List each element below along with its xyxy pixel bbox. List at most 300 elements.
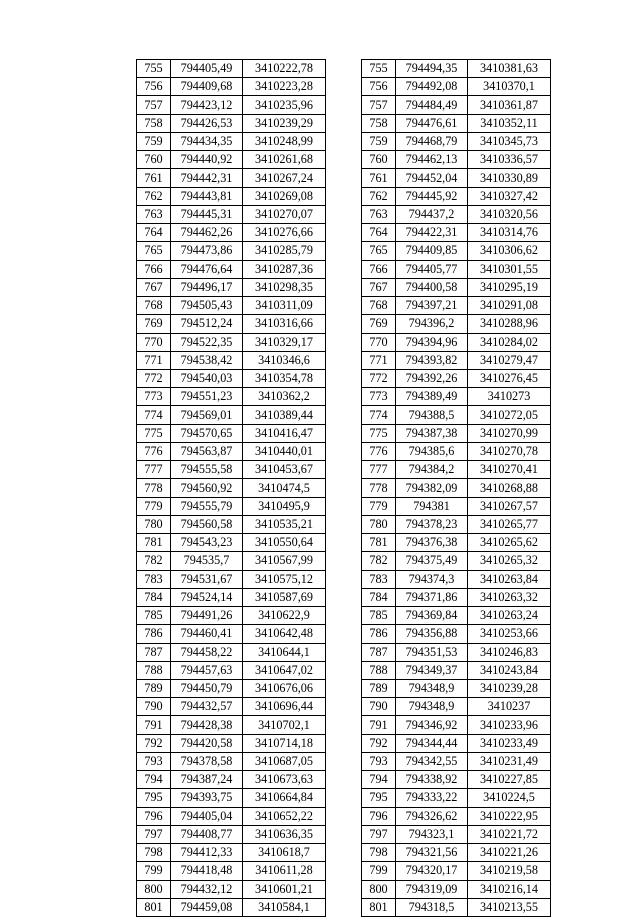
- table-row: [362, 515, 551, 533]
- x-coordinate-cell: 794318,5: [396, 898, 468, 916]
- x-coordinate-cell: 794426,53: [171, 114, 243, 132]
- point-number-cell: 800: [362, 880, 396, 898]
- x-coordinate-cell: 794434,35: [171, 132, 243, 150]
- y-coordinate-cell: 3410416,47: [243, 424, 326, 442]
- table-row: [362, 169, 551, 187]
- x-coordinate-cell: 794351,53: [396, 643, 468, 661]
- table-row: [362, 716, 551, 734]
- point-number-cell: 755: [362, 60, 396, 78]
- table-row: [362, 242, 551, 260]
- x-coordinate-cell: 794342,55: [396, 752, 468, 770]
- table-row: [362, 114, 551, 132]
- table-row: [362, 132, 551, 150]
- table-row: [362, 807, 551, 825]
- point-number-cell: 778: [362, 479, 396, 497]
- table-row: [137, 807, 326, 825]
- y-coordinate-cell: 3410370,1: [468, 78, 551, 96]
- y-coordinate-cell: 3410287,36: [243, 260, 326, 278]
- x-coordinate-cell: 794405,49: [171, 60, 243, 78]
- point-number-cell: 776: [137, 442, 171, 460]
- table-row: [137, 534, 326, 552]
- y-coordinate-cell: 3410644,1: [243, 643, 326, 661]
- x-coordinate-cell: 794452,04: [396, 169, 468, 187]
- y-coordinate-cell: 3410263,24: [468, 607, 551, 625]
- table-row: [137, 242, 326, 260]
- x-coordinate-cell: 794428,38: [171, 716, 243, 734]
- point-number-cell: 759: [137, 132, 171, 150]
- x-coordinate-cell: 794393,82: [396, 351, 468, 369]
- y-coordinate-cell: 3410285,79: [243, 242, 326, 260]
- point-number-cell: 801: [362, 898, 396, 916]
- point-number-cell: 783: [362, 570, 396, 588]
- point-number-cell: 785: [137, 607, 171, 625]
- x-coordinate-cell: 794569,01: [171, 406, 243, 424]
- y-coordinate-cell: 3410676,06: [243, 679, 326, 697]
- y-coordinate-cell: 3410601,21: [243, 880, 326, 898]
- table-row: [137, 570, 326, 588]
- point-number-cell: 775: [137, 424, 171, 442]
- point-number-cell: 755: [137, 60, 171, 78]
- y-coordinate-cell: 3410269,08: [243, 187, 326, 205]
- x-coordinate-cell: 794494,35: [396, 60, 468, 78]
- y-coordinate-cell: 3410352,11: [468, 114, 551, 132]
- x-coordinate-cell: 794369,84: [396, 607, 468, 625]
- table-row: [137, 278, 326, 296]
- point-number-cell: 789: [362, 679, 396, 697]
- y-coordinate-cell: 3410279,47: [468, 351, 551, 369]
- y-coordinate-cell: 3410652,22: [243, 807, 326, 825]
- point-number-cell: 766: [137, 260, 171, 278]
- x-coordinate-cell: 794432,12: [171, 880, 243, 898]
- point-number-cell: 773: [137, 388, 171, 406]
- table-row: [362, 205, 551, 223]
- y-coordinate-cell: 3410345,73: [468, 132, 551, 150]
- table-row: [137, 187, 326, 205]
- point-number-cell: 765: [137, 242, 171, 260]
- table-row: [137, 716, 326, 734]
- x-coordinate-cell: 794338,92: [396, 771, 468, 789]
- x-coordinate-cell: 794396,2: [396, 315, 468, 333]
- x-coordinate-cell: 794440,92: [171, 151, 243, 169]
- y-coordinate-cell: 3410288,96: [468, 315, 551, 333]
- point-number-cell: 758: [362, 114, 396, 132]
- point-number-cell: 759: [362, 132, 396, 150]
- point-number-cell: 788: [137, 661, 171, 679]
- x-coordinate-cell: 794442,31: [171, 169, 243, 187]
- point-number-cell: 779: [362, 497, 396, 515]
- x-coordinate-cell: 794387,38: [396, 424, 468, 442]
- x-coordinate-cell: 794323,1: [396, 825, 468, 843]
- point-number-cell: 786: [362, 625, 396, 643]
- point-number-cell: 775: [362, 424, 396, 442]
- x-coordinate-cell: 794445,92: [396, 187, 468, 205]
- table-row: [137, 679, 326, 697]
- table-row: [362, 78, 551, 96]
- point-number-cell: 764: [137, 224, 171, 242]
- table-row: [137, 78, 326, 96]
- table-row: [137, 661, 326, 679]
- x-coordinate-cell: 794326,62: [396, 807, 468, 825]
- x-coordinate-cell: 794460,41: [171, 625, 243, 643]
- y-coordinate-cell: 3410702,1: [243, 716, 326, 734]
- point-number-cell: 798: [137, 844, 171, 862]
- point-number-cell: 787: [362, 643, 396, 661]
- x-coordinate-cell: 794393,75: [171, 789, 243, 807]
- point-number-cell: 794: [137, 771, 171, 789]
- y-coordinate-cell: 3410330,89: [468, 169, 551, 187]
- table-row: [362, 698, 551, 716]
- x-coordinate-cell: 794560,92: [171, 479, 243, 497]
- y-coordinate-cell: 3410389,44: [243, 406, 326, 424]
- x-coordinate-cell: 794387,24: [171, 771, 243, 789]
- y-coordinate-cell: 3410664,84: [243, 789, 326, 807]
- y-coordinate-cell: 3410261,68: [243, 151, 326, 169]
- point-number-cell: 789: [137, 679, 171, 697]
- y-coordinate-cell: 3410453,67: [243, 461, 326, 479]
- x-coordinate-cell: 794457,63: [171, 661, 243, 679]
- x-coordinate-cell: 794348,9: [396, 698, 468, 716]
- table-row: [137, 752, 326, 770]
- table-row: [362, 479, 551, 497]
- table-row: [362, 187, 551, 205]
- y-coordinate-cell: 3410381,63: [468, 60, 551, 78]
- table-row: [137, 497, 326, 515]
- x-coordinate-cell: 794476,64: [171, 260, 243, 278]
- table-row: [362, 880, 551, 898]
- y-coordinate-cell: 3410306,62: [468, 242, 551, 260]
- x-coordinate-cell: 794385,6: [396, 442, 468, 460]
- y-coordinate-cell: 3410276,45: [468, 369, 551, 387]
- point-number-cell: 790: [362, 698, 396, 716]
- y-coordinate-cell: 3410284,02: [468, 333, 551, 351]
- y-coordinate-cell: 3410221,72: [468, 825, 551, 843]
- coordinate-table-right: [361, 59, 551, 917]
- x-coordinate-cell: 794344,44: [396, 734, 468, 752]
- point-number-cell: 791: [362, 716, 396, 734]
- y-coordinate-cell: 3410687,05: [243, 752, 326, 770]
- x-coordinate-cell: 794320,17: [396, 862, 468, 880]
- table-row: [137, 552, 326, 570]
- point-number-cell: 799: [137, 862, 171, 880]
- table-row: [137, 224, 326, 242]
- x-coordinate-cell: 794408,77: [171, 825, 243, 843]
- table-row: [362, 607, 551, 625]
- point-number-cell: 765: [362, 242, 396, 260]
- table-row: [362, 260, 551, 278]
- x-coordinate-cell: 794409,85: [396, 242, 468, 260]
- table-row: [362, 625, 551, 643]
- table-row: [137, 625, 326, 643]
- x-coordinate-cell: 794388,5: [396, 406, 468, 424]
- point-number-cell: 781: [137, 534, 171, 552]
- table-row: [137, 789, 326, 807]
- x-coordinate-cell: 794560,58: [171, 515, 243, 533]
- point-number-cell: 777: [362, 461, 396, 479]
- table-row: [362, 534, 551, 552]
- point-number-cell: 772: [137, 369, 171, 387]
- table-row: [137, 424, 326, 442]
- point-number-cell: 795: [362, 789, 396, 807]
- table-row: [362, 588, 551, 606]
- x-coordinate-cell: 794484,49: [396, 96, 468, 114]
- point-number-cell: 787: [137, 643, 171, 661]
- point-number-cell: 769: [362, 315, 396, 333]
- x-coordinate-cell: 794375,49: [396, 552, 468, 570]
- table-row: [362, 844, 551, 862]
- table-row: [137, 406, 326, 424]
- x-coordinate-cell: 794450,79: [171, 679, 243, 697]
- y-coordinate-cell: 3410223,28: [243, 78, 326, 96]
- y-coordinate-cell: 3410301,55: [468, 260, 551, 278]
- y-coordinate-cell: 3410320,56: [468, 205, 551, 223]
- point-number-cell: 798: [362, 844, 396, 862]
- point-number-cell: 784: [362, 588, 396, 606]
- x-coordinate-cell: 794531,67: [171, 570, 243, 588]
- x-coordinate-cell: 794491,26: [171, 607, 243, 625]
- table-row: [137, 369, 326, 387]
- table-row: [137, 515, 326, 533]
- point-number-cell: 763: [362, 205, 396, 223]
- table-row: [137, 825, 326, 843]
- y-coordinate-cell: 3410295,19: [468, 278, 551, 296]
- table-row: [362, 96, 551, 114]
- x-coordinate-cell: 794459,08: [171, 898, 243, 916]
- table-row: [362, 570, 551, 588]
- point-number-cell: 780: [362, 515, 396, 533]
- y-coordinate-cell: 3410270,07: [243, 205, 326, 223]
- y-coordinate-cell: 3410239,28: [468, 679, 551, 697]
- table-row: [362, 497, 551, 515]
- table-row: [362, 679, 551, 697]
- x-coordinate-cell: 794422,31: [396, 224, 468, 242]
- table-row: [362, 406, 551, 424]
- point-number-cell: 777: [137, 461, 171, 479]
- table-row: [137, 479, 326, 497]
- x-coordinate-cell: 794505,43: [171, 297, 243, 315]
- y-coordinate-cell: 3410440,01: [243, 442, 326, 460]
- y-coordinate-cell: 3410346,6: [243, 351, 326, 369]
- point-number-cell: 792: [137, 734, 171, 752]
- y-coordinate-cell: 3410361,87: [468, 96, 551, 114]
- table-row: [362, 752, 551, 770]
- point-number-cell: 774: [362, 406, 396, 424]
- y-coordinate-cell: 3410263,32: [468, 588, 551, 606]
- table-row: [362, 771, 551, 789]
- y-coordinate-cell: 3410535,21: [243, 515, 326, 533]
- y-coordinate-cell: 3410219,58: [468, 862, 551, 880]
- x-coordinate-cell: 794333,22: [396, 789, 468, 807]
- x-coordinate-cell: 794409,68: [171, 78, 243, 96]
- x-coordinate-cell: 794394,96: [396, 333, 468, 351]
- x-coordinate-cell: 794349,37: [396, 661, 468, 679]
- x-coordinate-cell: 794423,12: [171, 96, 243, 114]
- table-row: [137, 351, 326, 369]
- point-number-cell: 776: [362, 442, 396, 460]
- table-row: [137, 114, 326, 132]
- y-coordinate-cell: 3410231,49: [468, 752, 551, 770]
- table-row: [137, 442, 326, 460]
- y-coordinate-cell: 3410237: [468, 698, 551, 716]
- point-number-cell: 773: [362, 388, 396, 406]
- y-coordinate-cell: 3410272,05: [468, 406, 551, 424]
- table-row: [137, 333, 326, 351]
- y-coordinate-cell: 3410311,09: [243, 297, 326, 315]
- y-coordinate-cell: 3410267,57: [468, 497, 551, 515]
- table-row: [137, 205, 326, 223]
- y-coordinate-cell: 3410618,7: [243, 844, 326, 862]
- y-coordinate-cell: 3410273: [468, 388, 551, 406]
- point-number-cell: 763: [137, 205, 171, 223]
- y-coordinate-cell: 3410550,64: [243, 534, 326, 552]
- x-coordinate-cell: 794381: [396, 497, 468, 515]
- x-coordinate-cell: 794538,42: [171, 351, 243, 369]
- x-coordinate-cell: 794570,65: [171, 424, 243, 442]
- point-number-cell: 782: [362, 552, 396, 570]
- point-number-cell: 757: [137, 96, 171, 114]
- point-number-cell: 782: [137, 552, 171, 570]
- point-number-cell: 766: [362, 260, 396, 278]
- point-number-cell: 756: [137, 78, 171, 96]
- point-number-cell: 761: [362, 169, 396, 187]
- y-coordinate-cell: 3410298,35: [243, 278, 326, 296]
- y-coordinate-cell: 3410673,63: [243, 771, 326, 789]
- point-number-cell: 758: [137, 114, 171, 132]
- x-coordinate-cell: 794378,23: [396, 515, 468, 533]
- table-row: [137, 169, 326, 187]
- y-coordinate-cell: 3410575,12: [243, 570, 326, 588]
- y-coordinate-cell: 3410276,66: [243, 224, 326, 242]
- y-coordinate-cell: 3410263,84: [468, 570, 551, 588]
- y-coordinate-cell: 3410316,66: [243, 315, 326, 333]
- x-coordinate-cell: 794473,86: [171, 242, 243, 260]
- y-coordinate-cell: 3410239,29: [243, 114, 326, 132]
- table-row: [137, 60, 326, 78]
- x-coordinate-cell: 794555,79: [171, 497, 243, 515]
- point-number-cell: 771: [362, 351, 396, 369]
- point-number-cell: 793: [362, 752, 396, 770]
- y-coordinate-cell: 3410235,96: [243, 96, 326, 114]
- x-coordinate-cell: 794540,03: [171, 369, 243, 387]
- y-coordinate-cell: 3410584,1: [243, 898, 326, 916]
- table-row: [362, 661, 551, 679]
- point-number-cell: 780: [137, 515, 171, 533]
- x-coordinate-cell: 794535,7: [171, 552, 243, 570]
- y-coordinate-cell: 3410474,5: [243, 479, 326, 497]
- y-coordinate-cell: 3410246,83: [468, 643, 551, 661]
- y-coordinate-cell: 3410233,96: [468, 716, 551, 734]
- x-coordinate-cell: 794524,14: [171, 588, 243, 606]
- table-row: [137, 388, 326, 406]
- point-number-cell: 779: [137, 497, 171, 515]
- x-coordinate-cell: 794371,86: [396, 588, 468, 606]
- x-coordinate-cell: 794468,79: [396, 132, 468, 150]
- x-coordinate-cell: 794378,58: [171, 752, 243, 770]
- point-number-cell: 784: [137, 588, 171, 606]
- y-coordinate-cell: 3410224,5: [468, 789, 551, 807]
- x-coordinate-cell: 794522,35: [171, 333, 243, 351]
- point-number-cell: 772: [362, 369, 396, 387]
- x-coordinate-cell: 794382,09: [396, 479, 468, 497]
- point-number-cell: 791: [137, 716, 171, 734]
- table-row: [362, 351, 551, 369]
- x-coordinate-cell: 794348,9: [396, 679, 468, 697]
- point-number-cell: 768: [137, 297, 171, 315]
- table-row: [362, 278, 551, 296]
- y-coordinate-cell: 3410221,26: [468, 844, 551, 862]
- y-coordinate-cell: 3410216,14: [468, 880, 551, 898]
- y-coordinate-cell: 3410227,85: [468, 771, 551, 789]
- point-number-cell: 793: [137, 752, 171, 770]
- y-coordinate-cell: 3410314,76: [468, 224, 551, 242]
- point-number-cell: 796: [137, 807, 171, 825]
- table-row: [137, 132, 326, 150]
- point-number-cell: 764: [362, 224, 396, 242]
- x-coordinate-cell: 794555,58: [171, 461, 243, 479]
- x-coordinate-cell: 794397,21: [396, 297, 468, 315]
- x-coordinate-cell: 794384,2: [396, 461, 468, 479]
- table-row: [137, 734, 326, 752]
- x-coordinate-cell: 794512,24: [171, 315, 243, 333]
- table-row: [362, 734, 551, 752]
- y-coordinate-cell: 3410642,48: [243, 625, 326, 643]
- point-number-cell: 781: [362, 534, 396, 552]
- point-number-cell: 785: [362, 607, 396, 625]
- x-coordinate-cell: 794543,23: [171, 534, 243, 552]
- x-coordinate-cell: 794321,56: [396, 844, 468, 862]
- point-number-cell: 783: [137, 570, 171, 588]
- table-row: [137, 771, 326, 789]
- point-number-cell: 790: [137, 698, 171, 716]
- y-coordinate-cell: 3410495,9: [243, 497, 326, 515]
- y-coordinate-cell: 3410647,02: [243, 661, 326, 679]
- y-coordinate-cell: 3410265,32: [468, 552, 551, 570]
- table-row: [362, 552, 551, 570]
- y-coordinate-cell: 3410222,95: [468, 807, 551, 825]
- point-number-cell: 767: [362, 278, 396, 296]
- point-number-cell: 757: [362, 96, 396, 114]
- table-row: [137, 607, 326, 625]
- y-coordinate-cell: 3410567,99: [243, 552, 326, 570]
- y-coordinate-cell: 3410696,44: [243, 698, 326, 716]
- x-coordinate-cell: 794405,04: [171, 807, 243, 825]
- y-coordinate-cell: 3410611,28: [243, 862, 326, 880]
- x-coordinate-cell: 794405,77: [396, 260, 468, 278]
- point-number-cell: 800: [137, 880, 171, 898]
- x-coordinate-cell: 794462,26: [171, 224, 243, 242]
- x-coordinate-cell: 794400,58: [396, 278, 468, 296]
- table-row: [137, 880, 326, 898]
- y-coordinate-cell: 3410587,69: [243, 588, 326, 606]
- table-row: [362, 315, 551, 333]
- table-row: [137, 96, 326, 114]
- y-coordinate-cell: 3410265,77: [468, 515, 551, 533]
- x-coordinate-cell: 794392,26: [396, 369, 468, 387]
- point-number-cell: 774: [137, 406, 171, 424]
- point-number-cell: 799: [362, 862, 396, 880]
- table-row: [362, 297, 551, 315]
- y-coordinate-cell: 3410248,99: [243, 132, 326, 150]
- point-number-cell: 770: [137, 333, 171, 351]
- point-number-cell: 768: [362, 297, 396, 315]
- point-number-cell: 769: [137, 315, 171, 333]
- point-number-cell: 771: [137, 351, 171, 369]
- y-coordinate-cell: 3410270,78: [468, 442, 551, 460]
- table-row: [137, 315, 326, 333]
- y-coordinate-cell: 3410362,2: [243, 388, 326, 406]
- table-row: [137, 698, 326, 716]
- table-row: [137, 844, 326, 862]
- x-coordinate-cell: 794412,33: [171, 844, 243, 862]
